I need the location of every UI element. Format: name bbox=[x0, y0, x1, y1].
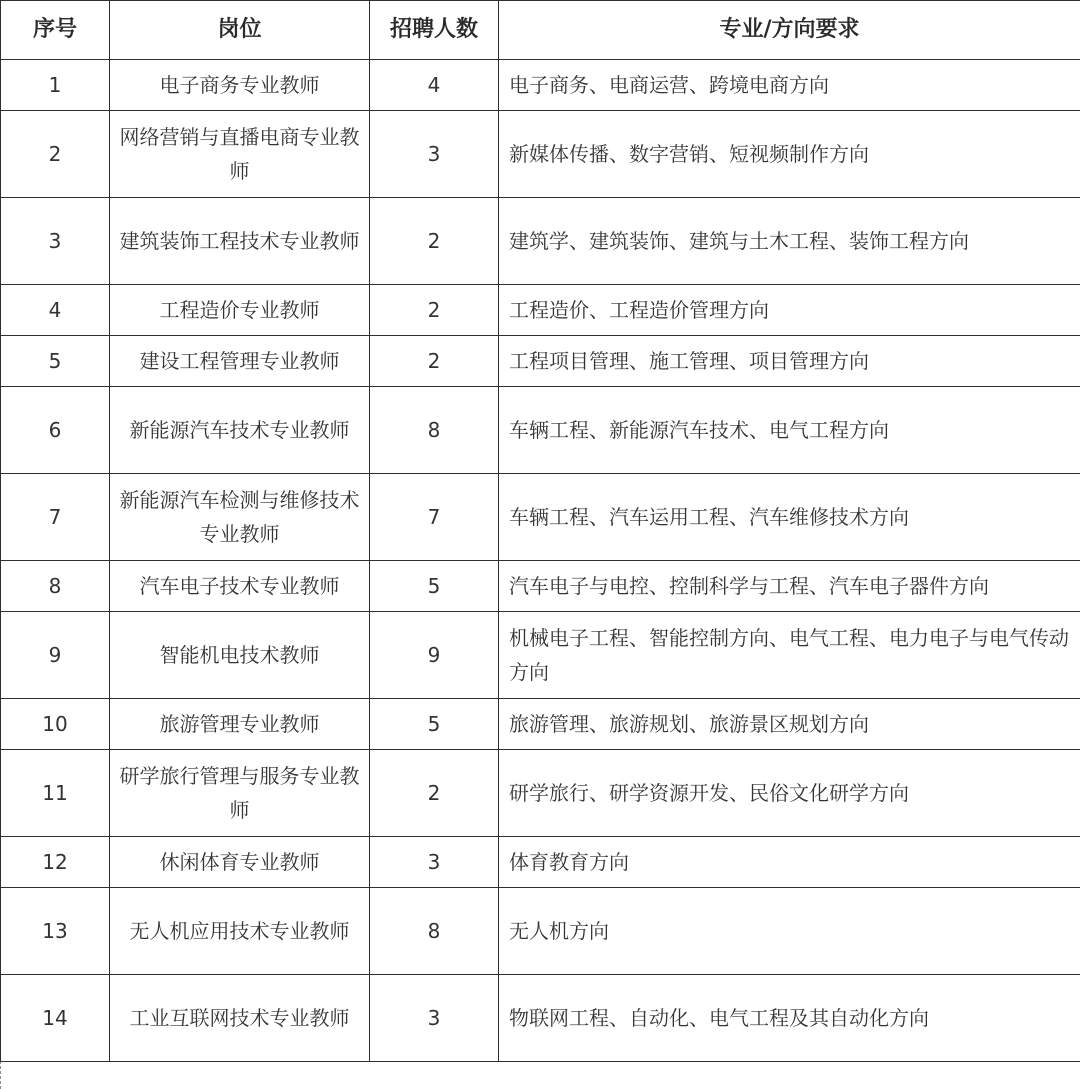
cell-count: 5 bbox=[370, 561, 499, 612]
cell-major: 车辆工程、汽车运用工程、汽车维修技术方向 bbox=[499, 474, 1080, 561]
cell-count: 2 bbox=[370, 336, 499, 387]
table-row bbox=[1, 60, 1080, 111]
cell-count: 8 bbox=[370, 387, 499, 474]
cell-no: 13 bbox=[1, 888, 110, 975]
table-row bbox=[1, 336, 1080, 387]
table-header-row bbox=[1, 1, 1080, 60]
cell-major: 建筑学、建筑装饰、建筑与土木工程、装饰工程方向 bbox=[499, 198, 1080, 285]
cell-count: 5 bbox=[370, 699, 499, 750]
header-major: 专业/方向要求 bbox=[499, 1, 1080, 60]
header-count: 招聘人数 bbox=[370, 1, 499, 60]
cell-no: 9 bbox=[1, 612, 110, 699]
cell-post: 网络营销与直播电商专业教师 bbox=[110, 111, 370, 198]
cell-post: 休闲体育专业教师 bbox=[110, 837, 370, 888]
cell-no: 4 bbox=[1, 285, 110, 336]
cell-no: 14 bbox=[1, 975, 110, 1062]
cell-no: 1 bbox=[1, 60, 110, 111]
cell-major: 体育教育方向 bbox=[499, 837, 1080, 888]
cell-count: 9 bbox=[370, 612, 499, 699]
cell-no: 5 bbox=[1, 336, 110, 387]
cell-major: 电子商务、电商运营、跨境电商方向 bbox=[499, 60, 1080, 111]
cell-no: 10 bbox=[1, 699, 110, 750]
cell-post: 汽车电子技术专业教师 bbox=[110, 561, 370, 612]
cell-count: 4 bbox=[370, 60, 499, 111]
cell-post: 工程造价专业教师 bbox=[110, 285, 370, 336]
cell-major: 无人机方向 bbox=[499, 888, 1080, 975]
table-row bbox=[1, 837, 1080, 888]
cell-count: 2 bbox=[370, 750, 499, 837]
table-row bbox=[1, 387, 1080, 474]
cell-count: 3 bbox=[370, 111, 499, 198]
table-row bbox=[1, 750, 1080, 837]
cell-post: 工业互联网技术专业教师 bbox=[110, 975, 370, 1062]
cell-major: 旅游管理、旅游规划、旅游景区规划方向 bbox=[499, 699, 1080, 750]
cell-major: 机械电子工程、智能控制方向、电气工程、电力电子与电气传动方向 bbox=[499, 612, 1080, 699]
cell-count: 3 bbox=[370, 837, 499, 888]
table-row bbox=[1, 111, 1080, 198]
cell-post: 智能机电技术教师 bbox=[110, 612, 370, 699]
cell-no: 7 bbox=[1, 474, 110, 561]
table-row bbox=[1, 561, 1080, 612]
cell-post: 新能源汽车检测与维修技术专业教师 bbox=[110, 474, 370, 561]
cell-no: 8 bbox=[1, 561, 110, 612]
header-no: 序号 bbox=[1, 1, 110, 60]
cell-major: 新媒体传播、数字营销、短视频制作方向 bbox=[499, 111, 1080, 198]
table-row bbox=[1, 975, 1080, 1062]
cell-major: 汽车电子与电控、控制科学与工程、汽车电子器件方向 bbox=[499, 561, 1080, 612]
cell-count: 2 bbox=[370, 285, 499, 336]
table-row bbox=[1, 612, 1080, 699]
cell-post: 建筑装饰工程技术专业教师 bbox=[110, 198, 370, 285]
cell-no: 2 bbox=[1, 111, 110, 198]
table-row bbox=[1, 474, 1080, 561]
table-row bbox=[1, 699, 1080, 750]
table-row bbox=[1, 198, 1080, 285]
cell-count: 3 bbox=[370, 975, 499, 1062]
cell-no: 12 bbox=[1, 837, 110, 888]
cell-count: 8 bbox=[370, 888, 499, 975]
cell-post: 无人机应用技术专业教师 bbox=[110, 888, 370, 975]
cell-post: 新能源汽车技术专业教师 bbox=[110, 387, 370, 474]
cell-major: 车辆工程、新能源汽车技术、电气工程方向 bbox=[499, 387, 1080, 474]
cell-major: 工程造价、工程造价管理方向 bbox=[499, 285, 1080, 336]
cell-no: 11 bbox=[1, 750, 110, 837]
cell-major: 工程项目管理、施工管理、项目管理方向 bbox=[499, 336, 1080, 387]
table-row bbox=[1, 888, 1080, 975]
table-row bbox=[1, 285, 1080, 336]
cell-major: 研学旅行、研学资源开发、民俗文化研学方向 bbox=[499, 750, 1080, 837]
header-post: 岗位 bbox=[110, 1, 370, 60]
cell-count: 2 bbox=[370, 198, 499, 285]
cell-no: 6 bbox=[1, 387, 110, 474]
cell-major: 物联网工程、自动化、电气工程及其自动化方向 bbox=[499, 975, 1080, 1062]
cell-post: 电子商务专业教师 bbox=[110, 60, 370, 111]
cell-count: 7 bbox=[370, 474, 499, 561]
cell-post: 旅游管理专业教师 bbox=[110, 699, 370, 750]
cell-post: 研学旅行管理与服务专业教师 bbox=[110, 750, 370, 837]
cell-post: 建设工程管理专业教师 bbox=[110, 336, 370, 387]
cell-no: 3 bbox=[1, 198, 110, 285]
